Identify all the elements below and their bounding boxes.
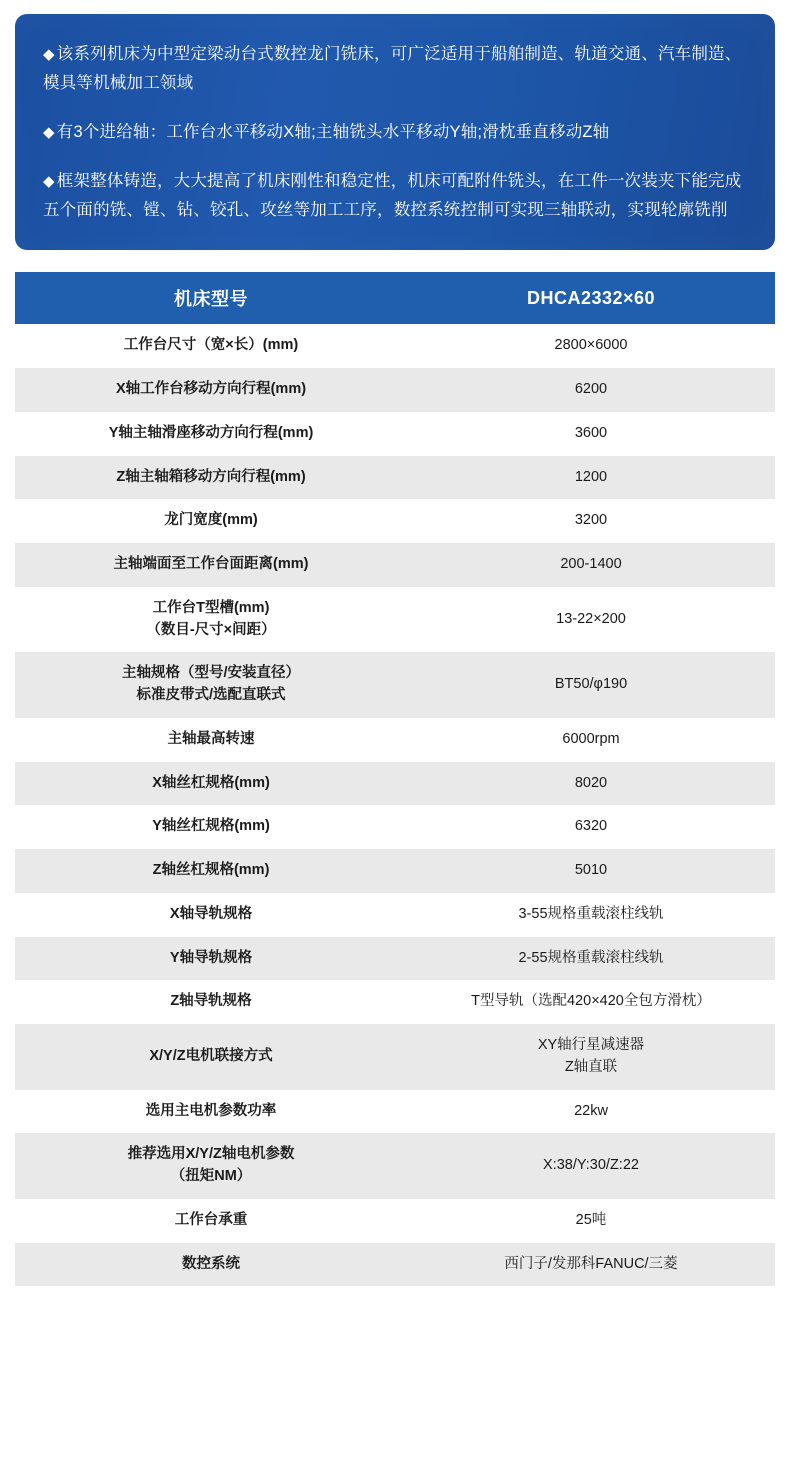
specification-table <box>15 272 775 1286</box>
spec-label-line1: Z轴主轴箱移动方向行程(mm) <box>116 468 306 485</box>
intro-text-2: 有3个进给轴：工作台水平移动X轴;主轴铣头水平移动Y轴;滑枕垂直移动Z轴 <box>56 122 610 141</box>
spec-label-line1: Y轴导轨规格 <box>169 949 253 966</box>
spec-value-cell <box>407 412 775 456</box>
spec-value-cell <box>407 652 775 718</box>
spec-value-line1: 6200 <box>574 381 608 398</box>
spec-value-cell <box>407 980 775 1024</box>
table-body <box>15 324 775 1286</box>
table-row <box>15 893 775 937</box>
table-row <box>15 368 775 412</box>
spec-value-line1: 13-22×200 <box>556 610 626 627</box>
spec-value-cell <box>407 805 775 849</box>
spec-value-line1: T型导轨（选配420×420全包方滑枕） <box>471 993 711 1010</box>
spec-value-line1: 25吨 <box>575 1211 607 1228</box>
spec-label-cell <box>15 543 407 587</box>
spec-value-line1: 2800×6000 <box>554 337 628 354</box>
table-row <box>15 718 775 762</box>
spec-value-line1: 6000rpm <box>562 730 620 747</box>
spec-label-cell <box>15 652 407 718</box>
intro-text-3: 框架整体铸造，大大提高了机床刚性和稳定性，机床可配附件铣头，在工件一次装夹下能完成五个面的铣、镗、钻、铰孔、攻丝等加工工序，数控系统控制可实现三轴联动，实现轮廓铣削 <box>43 171 742 219</box>
table-row <box>15 1199 775 1243</box>
spec-label-line1: 主轴规格（型号/安装直径） <box>121 665 301 682</box>
spec-label-line1: 工作台T型槽(mm) <box>152 599 270 616</box>
spec-label-cell <box>15 937 407 981</box>
spec-label-cell <box>15 456 407 500</box>
spec-value-line2: Z轴直联 <box>564 1058 618 1075</box>
header-model-value: DHCA2332×60 <box>407 272 775 324</box>
header-model-label: 机床型号 <box>15 272 407 324</box>
spec-label-cell <box>15 1133 407 1199</box>
spec-label-cell <box>15 499 407 543</box>
table-row <box>15 587 775 653</box>
table-row <box>15 456 775 500</box>
table-row <box>15 1024 775 1090</box>
spec-label-line1: X/Y/Z电机联接方式 <box>149 1048 273 1064</box>
spec-label-line2: 标准皮带式/选配直联式 <box>136 687 286 704</box>
table-row <box>15 543 775 587</box>
spec-value-cell <box>407 543 775 587</box>
spec-label-cell <box>15 1199 407 1243</box>
diamond-bullet-icon: ◆ <box>43 172 55 190</box>
table-row <box>15 980 775 1024</box>
intro-panel <box>15 14 775 250</box>
spec-value-cell <box>407 849 775 893</box>
spec-value-line1: X:38/Y:30/Z:22 <box>543 1157 639 1174</box>
table-row <box>15 1133 775 1199</box>
spec-label-cell <box>15 849 407 893</box>
intro-paragraph-2 <box>43 118 749 147</box>
table-row <box>15 1243 775 1287</box>
spec-label-line1: Z轴导轨规格 <box>170 993 252 1010</box>
intro-paragraph-3 <box>43 167 749 225</box>
spec-label-line1: Y轴丝杠规格(mm) <box>152 818 270 835</box>
spec-label-cell <box>15 718 407 762</box>
spec-label-line2: （扭矩NM） <box>170 1168 252 1185</box>
spec-label-cell <box>15 980 407 1024</box>
spec-label-line1: X轴丝杠规格(mm) <box>152 774 270 791</box>
spec-label-cell <box>15 762 407 806</box>
spec-value-cell <box>407 587 775 653</box>
diamond-bullet-icon: ◆ <box>43 46 55 63</box>
spec-label-cell <box>15 1243 407 1287</box>
spec-value-cell <box>407 762 775 806</box>
table-row <box>15 412 775 456</box>
spec-label-cell <box>15 805 407 849</box>
spec-value-cell <box>407 1133 775 1199</box>
spec-value-line1: 西门子/发那科FANUC/三菱 <box>504 1255 678 1272</box>
spec-label-cell <box>15 412 407 456</box>
spec-value-line1: XY轴行星减速器 <box>537 1037 645 1054</box>
diamond-bullet-icon: ◆ <box>43 123 55 141</box>
spec-label-line1: X轴导轨规格 <box>169 905 253 922</box>
spec-label-cell <box>15 368 407 412</box>
spec-value-line1: 3-55规格重载滚柱线轨 <box>518 905 664 922</box>
spec-label-line1: 龙门宽度(mm) <box>164 512 258 529</box>
table-row <box>15 762 775 806</box>
spec-value-cell <box>407 1024 775 1090</box>
table-row <box>15 499 775 543</box>
table-row <box>15 1090 775 1134</box>
spec-label-line1: 主轴端面至工作台面距离(mm) <box>113 556 309 573</box>
spec-value-line1: 3600 <box>574 424 608 441</box>
spec-value-cell <box>407 1243 775 1287</box>
spec-label-line1: 工作台承重 <box>174 1211 248 1228</box>
spec-value-line1: 6320 <box>574 818 608 835</box>
spec-value-cell <box>407 368 775 412</box>
spec-value-line1: 8020 <box>574 774 608 791</box>
spec-value-cell <box>407 324 775 368</box>
spec-label-line1: 数控系统 <box>182 1255 240 1272</box>
table-row <box>15 652 775 718</box>
spec-value-cell <box>407 893 775 937</box>
spec-label-line1: Z轴丝杠规格(mm) <box>152 862 270 879</box>
spec-label-line1: X轴工作台移动方向行程(mm) <box>115 381 307 398</box>
spec-label-cell <box>15 324 407 368</box>
spec-value-cell <box>407 718 775 762</box>
spec-label-cell <box>15 1090 407 1134</box>
spec-label-line1: 选用主电机参数功率 <box>145 1102 277 1119</box>
spec-value-cell <box>407 499 775 543</box>
intro-text-1: 该系列机床为中型定梁动台式数控龙门铣床，可广泛适用于船舶制造、轨道交通、汽车制造、模具等机械加工领域 <box>43 45 742 92</box>
spec-label-cell <box>15 1024 407 1090</box>
spec-value-cell <box>407 1199 775 1243</box>
spec-value-line1: 22kw <box>574 1102 608 1119</box>
spec-label-line1: 推荐选用X/Y/Z轴电机参数 <box>127 1146 295 1163</box>
spec-value-cell <box>407 937 775 981</box>
table-header-row <box>15 272 775 324</box>
spec-value-line1: 1200 <box>574 468 608 485</box>
spec-value-line1: 2-55规格重载滚柱线轨 <box>518 949 664 966</box>
table-row <box>15 849 775 893</box>
bottom-spacer <box>15 1286 775 1294</box>
spec-value-line1: 5010 <box>574 862 608 879</box>
spec-value-cell <box>407 1090 775 1134</box>
spec-label-line2: （数目-尺寸×间距） <box>146 621 276 638</box>
spec-value-line1: 3200 <box>574 512 608 529</box>
spec-value-cell <box>407 456 775 500</box>
spec-value-line1: 200-1400 <box>560 556 622 573</box>
spec-label-cell <box>15 587 407 653</box>
spec-label-line1: Y轴主轴滑座移动方向行程(mm) <box>108 424 314 441</box>
table-row <box>15 324 775 368</box>
spec-label-line1: 工作台尺寸（宽×长）(mm) <box>123 337 299 354</box>
spec-value-line1: BT50/φ190 <box>554 676 628 693</box>
intro-paragraph-1 <box>43 40 749 98</box>
spec-label-line1: 主轴最高转速 <box>167 730 255 747</box>
spec-label-cell <box>15 893 407 937</box>
table-row <box>15 937 775 981</box>
table-row <box>15 805 775 849</box>
